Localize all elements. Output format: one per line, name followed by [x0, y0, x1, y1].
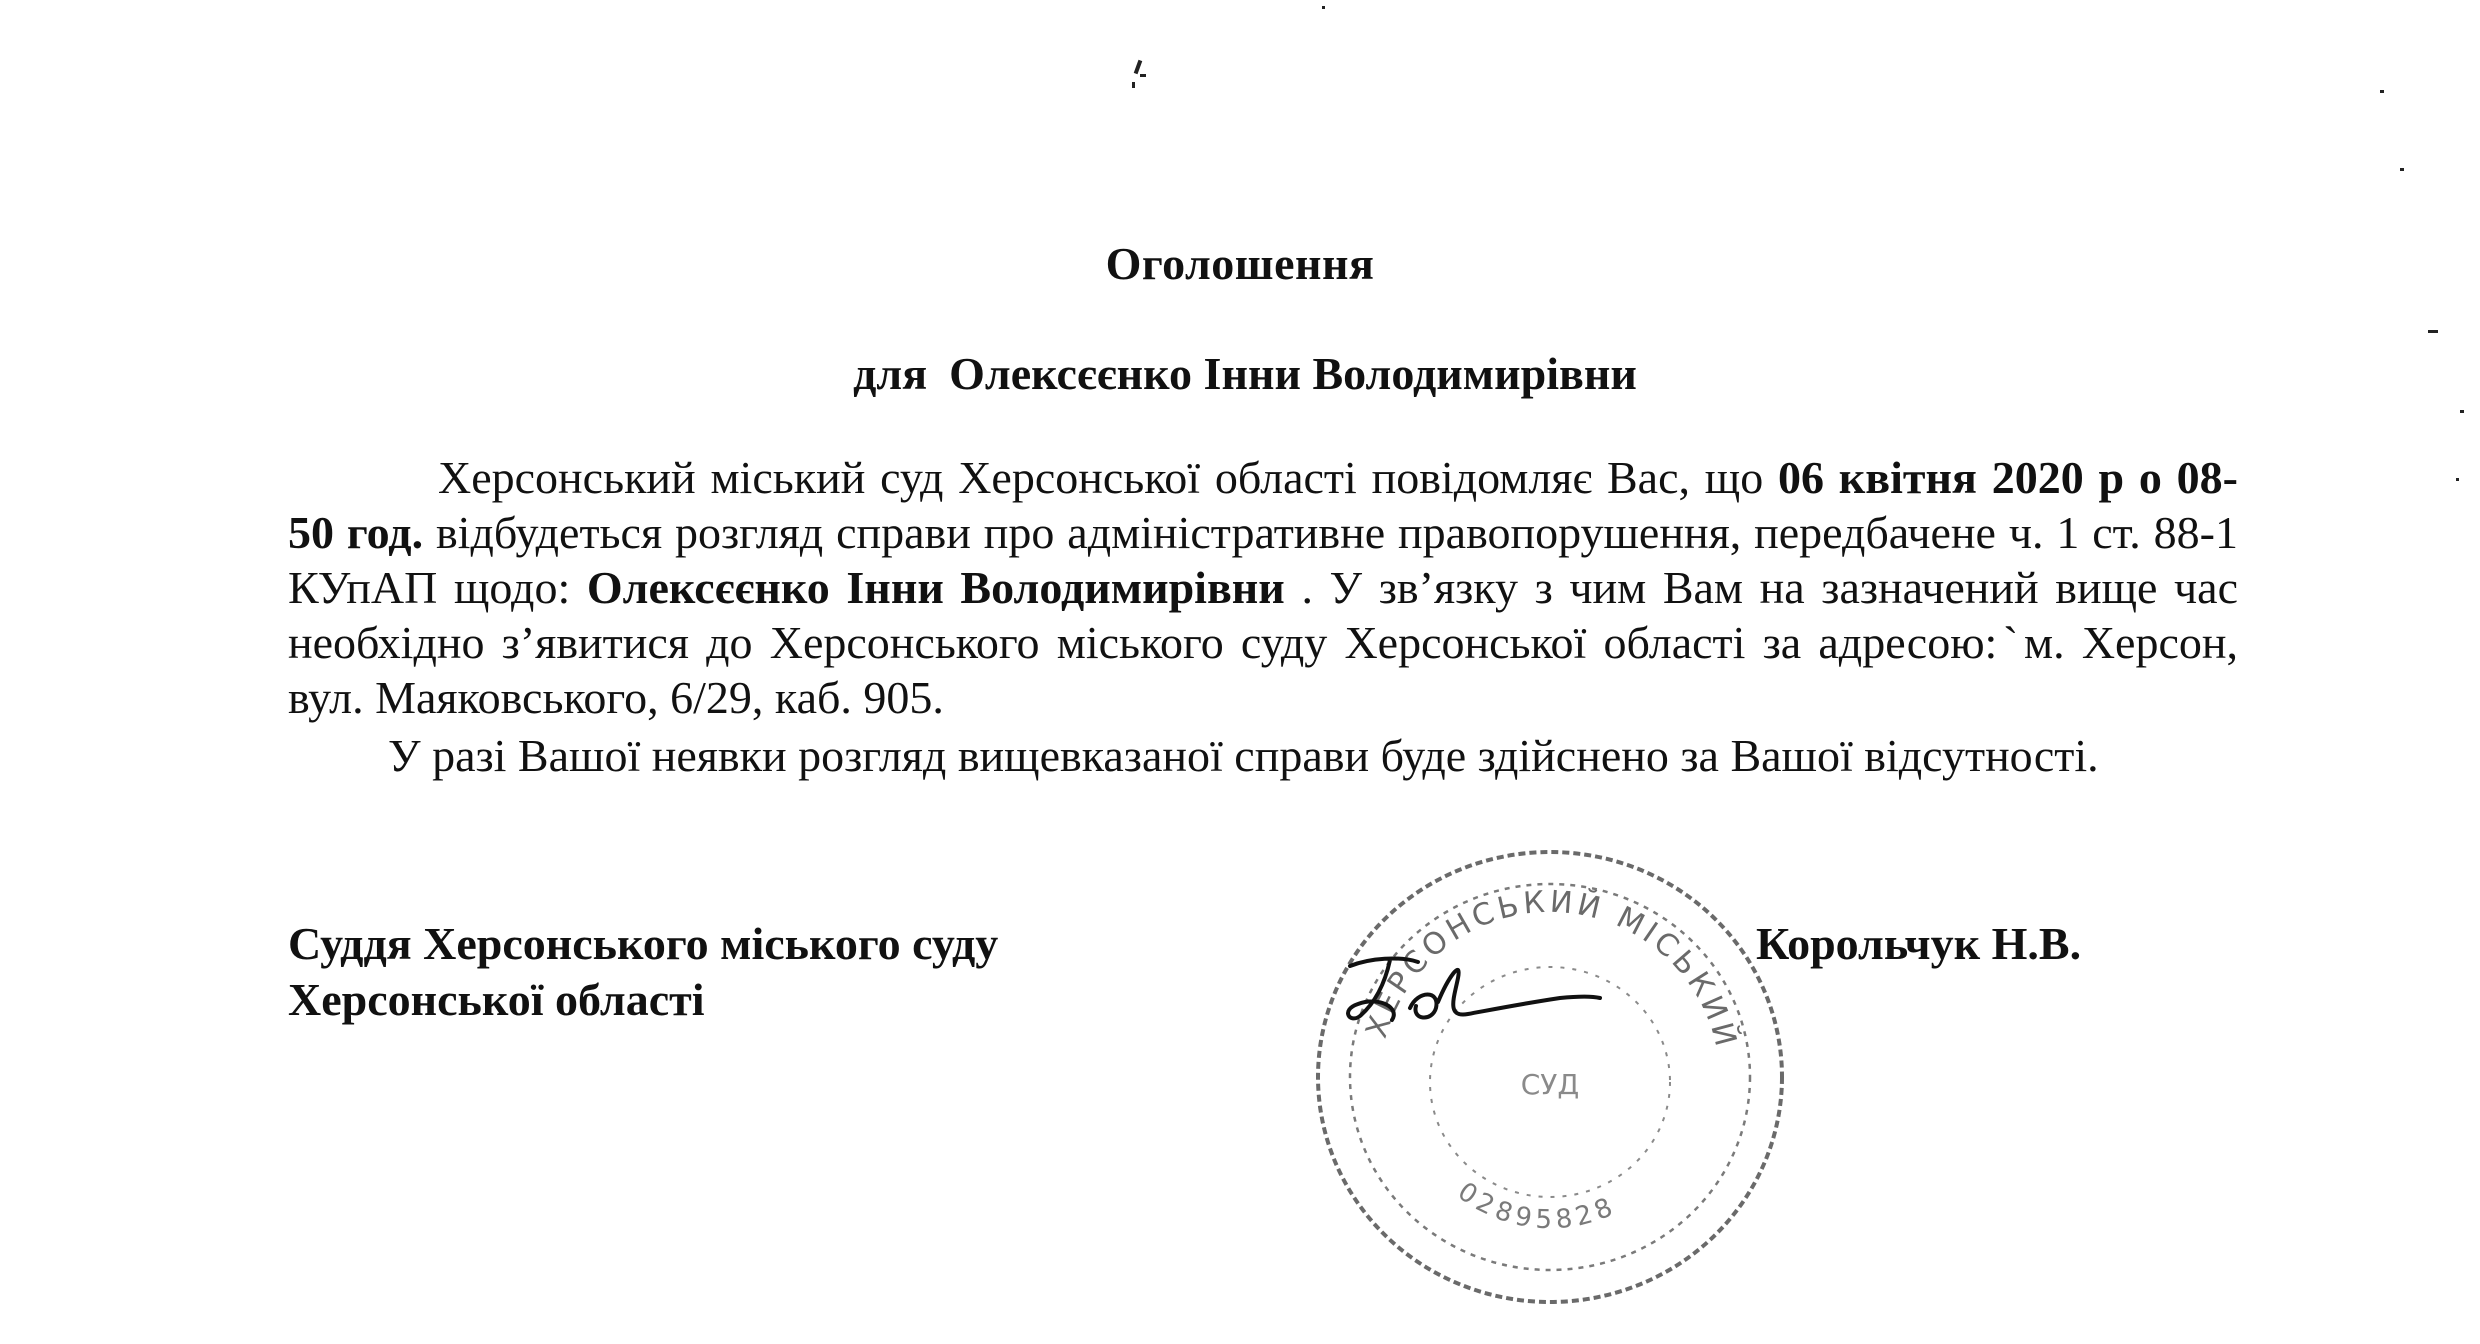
- seal-text-center: СУД: [1520, 1068, 1580, 1101]
- notice-body: [288, 450, 2238, 787]
- paragraph-1-text-c: . У зв’язку з чим Вам на зазначений вище час необхідно з’явитися до Херсонського міського суду Херсонської області за адресою:ˋм. Херсон, вул. Маяковського, 6/29, каб. 905.: [288, 562, 2239, 723]
- judge-title-line-1: Суддя Херсонського міського суду: [288, 918, 999, 969]
- notice-paragraph-2: У разі Вашої неявки розгляд вищевказаної справи буде здійснено за Вашої відсутності.: [388, 730, 2099, 781]
- judge-name: Корольчук Н.В.: [1756, 918, 2082, 969]
- judge-signature: [1330, 938, 1630, 1038]
- seal-text-code: 02895828: [1452, 1176, 1622, 1236]
- paragraph-1-text-b: відбудеться розгляд справи про адміністративне правопорушення, передбачене ч. 1 ст. 88-1 КУпАП щодо:: [288, 507, 2238, 613]
- judge-title: [288, 916, 998, 1028]
- svg-text:02895828: [1452, 1177, 1621, 1236]
- seal-text-top: ХЕРСОНСЬКИЙ МІСЬКИЙ: [1359, 884, 1744, 1054]
- notice-paragraph-1: [288, 450, 2238, 725]
- judge-title-line-2: Херсонської області: [288, 974, 705, 1025]
- addressee-name: Олексєєнко Інни Володимирівни: [949, 348, 1637, 399]
- defendant-name: Олексєєнко Інни Володимирівни: [586, 562, 1285, 613]
- court-seal: [1300, 832, 1800, 1322]
- addressee-line: [0, 346, 2480, 402]
- document-title: Оголошення: [1105, 238, 1375, 289]
- hearing-date-time: 06 квітня 2020 р о 08-50 год.: [288, 452, 2238, 558]
- paragraph-1-text-a: Херсонський міський суд Херсонської області повідомляє Вас, що: [438, 452, 1779, 503]
- addressee-prefix: для: [853, 348, 928, 399]
